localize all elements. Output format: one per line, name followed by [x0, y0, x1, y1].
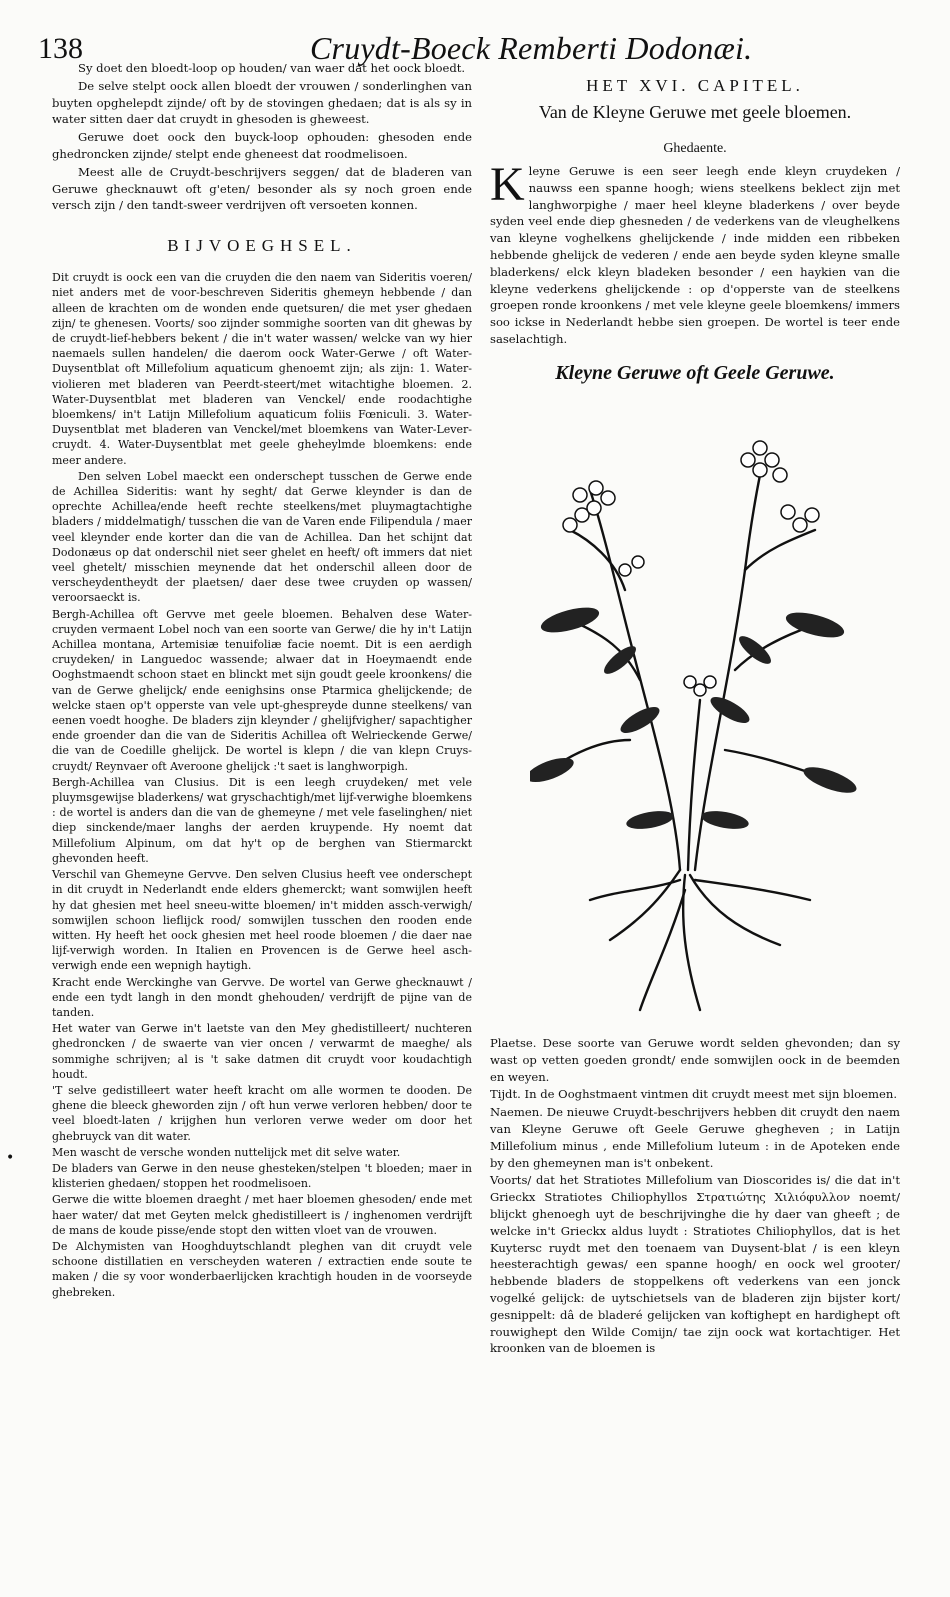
paragraph: Voorts/ dat het Stratiotes Millefolium van Dioscorides is/ die dat in't Grieckx Stratiotes Chiliophyllos Στρατιώτης Χιλιόφυλλον noemt/ blijckt ghenoegh uyt de beschrijvinghe die hy daer van gheeft ; de welcke in't Grieckx aldus luydt : Stratiotes Chiliophyllos, dat is het Kuytersc ruydt met den toenaem van Duysent-blat / is een kleyn heesterachtigh gewas/ een spanne hoogh/ en oock wel grooter/ hebbende bladers de stoppelkens oft vederkens van een jonck vogelké gelijck: de uytschietsels van de bladeren zijn bijster kort/ gesnippelt: dâ de bladeré gelijcken van koftighept en hardighept oft rouwighept den Wilde Comijn/ tae zijn oock wat kortachtiger. Het kroonken van de bloemen is — [490, 1173, 900, 1356]
margin-mark-icon: • — [6, 1150, 15, 1166]
paragraph: De Alchymisten van Hooghduytschlandt pleghen van dit cruydt vele schoone distillatien en verscheyden wateren / extractien ende soute te maken / die sy voor wonderbaerlijcken krachtigh houden in de voorseyde ghebreken. — [52, 1239, 472, 1299]
paragraph: Naemen. De nieuwe Cruydt-beschrijvers hebben dit cruydt den naem van Kleyne Geruwe oft Geele Geruwe ghegheven ; in Latijn Millefolium minus , ende Millefolium luteum : in de Apoteken ende by den ghemeynen man is't onbekent. — [490, 1105, 900, 1170]
paragraph: Bergh-Achillea oft Gervve met geele bloemen. Behalven dese Water-cruyden vermaent Lobel noch van een soorte van Gerwe/ die hy in't Latijn Achillea montana, Artemisiæ tenuifoliæ facie noemt. Dit is een aerdigh cruydeken/ in Languedoc wassende; alwaer dat in Hoeymaendt ende Ooghstmaendt schoon staet en blinckt met sijn goudt geele kroonkens/ die van de Gerwe ghelijck/ ende eenighsins onse Ptarmica ghelijckende; de welcke staen op't opperste van vele upt-ghespreyde dunne steelkens/ van eenen voedt hooghe. De bladers zijn kleynder / ghelijfvigher/ sapachtigher ende groender dan die van de Sideritis Achillea oft Welrieckende Gerwe/ die van de Coedille ghelijck. De wortel is klepn / die van klepn Cruys-cruydt/ Reynvaer oft Averoone ghelijck :'t saet is langhworpigh. — [52, 607, 472, 773]
paragraph: De bladers van Gerwe in den neuse ghesteken/stelpen 't bloeden; maer in klisterien ghedaen/ stoppen het roodmelisoen. — [52, 1161, 472, 1191]
paragraph: Meest alle de Cruydt-beschrijvers seggen/ dat de bladeren van Geruwe ghecknauwt oft g'eten/ besonder als sy noch groen ende versch zijn / den tandt-sweer verdrijven oft versoeten konnen. — [52, 164, 472, 213]
paragraph: Kracht ende Werckinghe van Gervve. De wortel van Gerwe ghecknauwt / ende een tydt langh in den mondt ghehouden/ verdrijft de pijne van de tanden. — [52, 975, 472, 1019]
paragraph: Sy doet den bloedt-loop op houden/ van waer dat het oock bloedt. — [78, 61, 466, 75]
paragraph: Geruwe doet oock den buyck-loop ophouden: ghesoden ende ghedroncken zijnde/ stelpt ende gheneest dat roodmelisoen. — [52, 130, 472, 161]
left-column — [52, 60, 472, 1301]
chapter-label: HET XVI. CAPITEL. — [586, 76, 804, 95]
drop-cap: K — [490, 158, 525, 211]
paragraph: Gerwe die witte bloemen draeght / met haer bloemen ghesoden/ ende met haer water/ dat met Geyten melck ghedistilleert is / inghenomen verdrijft de mans de koude pisse/ende stopt den witten vloet van de vrouwen. — [52, 1193, 472, 1237]
chapter-title: Van de Kleyne Geruwe met geele bloemen. — [538, 102, 852, 122]
paragraph: Dit cruydt is oock een van die cruyden die den naem van Sideritis voeren/ niet anders met de voor-beschreven Sideritis ghemeyn hebbende / dan alleen de krachten om de wonden ende quetsuren/ die met yser ghedaen zijn/ te ghenesen. Voorts/ soo zijnder sommighe soorten van dit ghewas by de cruydt-lief-hebbers bekent / die in't water wassen/ welcke van wy hier naemaels sullen handelen/ die daerom oock Water-Gerwe / oft Water-Duysentblat oft Millefolium aquaticum ghenoemt zijn; als zijn: 1. Water-violieren met bladeren van Peerdt-steert/met witachtighe bloemen. 2. Water-Duysentblat met bladeren van Venckel/ ende roodachtighe bloemkens/ in't Latijn Millefolium aquaticum foliis Fœniculi. 3. Water-Duysentblat met bladeren van Venckel/met bloemkens van Water-Lever-cruydt. 4. Water-Duysentblat met geele gheheylmde bloemkens: ende meer andere. — [52, 271, 472, 467]
paragraph: Tijdt. In de Ooghstmaent vintmen dit cruydt meest met sijn bloemen. — [490, 1087, 898, 1102]
lower-right-text — [490, 1035, 900, 1358]
paragraph: Men wascht de versche wonden nuttelijck met dit selve water. — [52, 1145, 401, 1159]
yarrow-plant-icon — [530, 420, 870, 1030]
paragraph: Plaetse. Dese soorte van Geruwe wordt selden ghevonden; dan sy wast op vetten goeden grondt/ ende somwijlen oock in de beemden en weyen. — [490, 1036, 900, 1084]
paragraph: Verschil van Ghemeyne Gervve. Den selven Clusius heeft vee onderschept in dit cruydt in Nederlandt ende elders ghemerckt; want somwijlen heeft hy dat ghesien met heel sneeu-witte bloemen/ in't midden assch-verwigh/ somwijlen schoon lieflijck rood/ somwijlen tusschen den rooden ende witten. Hy heeft het oock ghesien met heel roode bloemen / die daer nae lijf-verwigh worden. In Italien en Provencen is de Gerwe heel asch-verwigh ende een wepnigh haytigh. — [52, 868, 472, 973]
paragraph: Bergh-Achillea van Clusius. Dit is een leegh cruydeken/ met vele pluymsgewijse bladerkens/ wat gryschachtigh/met lijf-verwighe bloemkens : de wortel is anders dan die van de ghemeyne / met vele faselinghen/ niet diep sinckende/maer langhs der aerden kruypende. Hy noemt dat Millefolium Alpinum, om dat hy't op de berghen van Stiermarckt ghevonden heeft. — [52, 775, 472, 865]
paragraph: Den selven Lobel maeckt een onderschept tusschen de Gerwe ende de Achillea Sideritis: want hy seght/ dat Gerwe kleynder is dan de oprechte Achillea/ende heeft rechte steelkens/met pluymagtachtighe bladers / middelmatigh/ tusschen die van de Varen ende Filipendula / maer veel kleynder ende korter dan die van de Achillea. Dan het schijnt dat Dodonæus op dat onderschil niet seer ghelet en heeft/ oft immers dat niet veel ghetelt/ misschien meynende dat het onderschil alleen door de verscheydentheydt der plaetsen/ daer dese twee cruyden op wassen/ veroorsaeckt is. — [52, 469, 472, 605]
paragraph-text: leyne Geruwe is een seer leegh ende kleyn cruydeken / nauwss een spanne hoogh; wiens steelkens beklect zijn met langhworpighe / maer heel kleyne bladerkens / over beyde syden veel ende diep ghesneden / de vederkens van de vleughelkens van kleyne voghelkens ghelijckende / inde midden een ribbeken hebbende ghelijck de vederen / ende aen beyde syden kleyne smalle bladerkens/ elck kleyn bladeken besonder / een haykien van die kleyne vederkens ghelijckende : op d'opperste van de steelkens groepen ronde kroonkens / met vele kleyne geele bloemkens/ immers soo ickse in Nederlandt hebbe sien groepen. De wortel is teer ende saselachtigh. — [490, 164, 900, 346]
plant-caption: Kleyne Geruwe oft Geele Geruwe. — [555, 361, 835, 384]
subheading-ghedaente: Ghedaente. — [663, 141, 727, 156]
paragraph: 'T selve gedistilleert water heeft kracht om alle wormen te dooden. De ghene die bleeck gheworden zijn / oft hun verwe verloren hebben/ door te veel bloedt-laten / krijghen hun verloren verwe weder om door het ghebruyck van dit water. — [52, 1083, 472, 1143]
running-title: Cruydt-Boeck Remberti Dodonæi. — [310, 30, 753, 66]
paragraph — [490, 158, 900, 348]
right-column — [490, 72, 900, 391]
plant-woodcut-illustration — [530, 420, 870, 1030]
section-heading-bijvoeghsel: BIJVOEGHSEL. — [167, 236, 357, 256]
page-number: 138 — [38, 32, 83, 65]
paragraph: De selve stelpt oock allen bloedt der vrouwen / sonderlinghen van buyten opghelepdt zijnde/ oft by de stovingen ghedaen; dat is als sy in water sitten daer dat cruydt in ghesoden is gheweest. — [52, 78, 472, 127]
paragraph: Het water van Gerwe in't laetste van den Mey ghedistilleert/ nuchteren ghedroncken / de swaerte van vier oncen / verwarmt de maeghe/ als sommighe schrijven; al is 't sake datmen dit cruydt voor koudachtigh houdt. — [52, 1022, 472, 1081]
